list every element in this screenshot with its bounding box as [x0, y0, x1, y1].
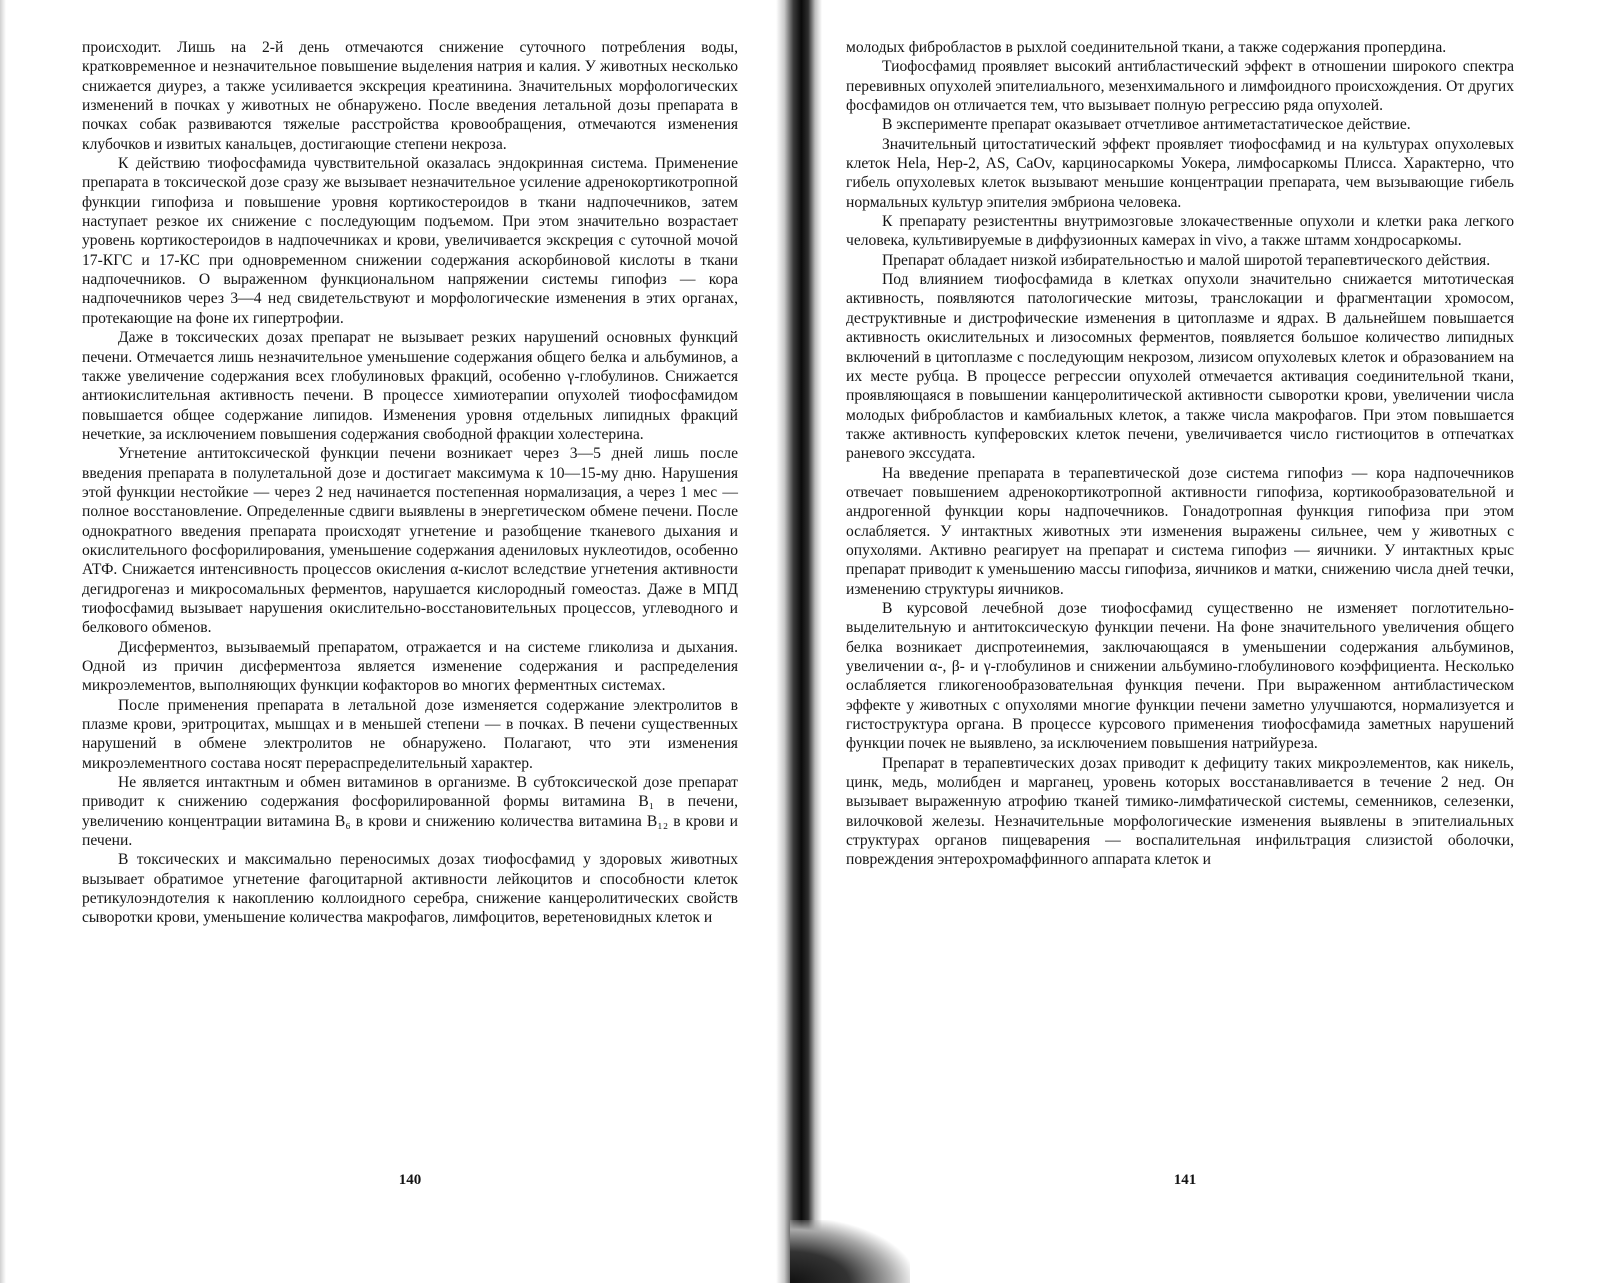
- paragraph: Угнетение антитоксической функции печени возникает через 3—5 дней лишь после введения препарата в полулетальной дозе и достигает максимума к 10—15-му дню. Нарушения этой функции нестойкие — через 2 нед начинается постепенная нормализация, а через 1 мес — полное восстановление. Определенные сдвиги выявлены в энергетическом обмене печени. После однократного введения препарата происходят угнетение и разобщение тканевого дыхания и окислительного фосфорилирования, уменьшение содержания адениловых нуклеотидов, особенно АТФ. Снижается интенсивность процессов окисления α-кислот вследствие угнетения активности дегидрогеназ и микросомальных ферментов, нарушается кислородный гомеостаз. Даже в МПД тиофосфамид вызывает нарушения окислительно-восстановительных процессов, углеводного и белкового обменов.: [82, 445, 738, 637]
- paragraph: После применения препарата в летальной дозе изменяется содержание электролитов в плазме крови, эритроцитах, мышцах и в меньшей степени — в почках. В печени существенных нарушений в обмене электролитов не обнаружено. Полагают, что эти изменения микроэлементного состава носят перераспределительный характер.: [82, 696, 738, 772]
- left-page-text: [82, 38, 738, 928]
- book-gutter-shadow: [776, 0, 822, 1283]
- paragraph: Значительный цитостатический эффект проявляет тиофосфамид и на культурах опухолевых клеток Hela, Hep-2, AS, CaOv, карциносаркомы Уокера, лимфосаркомы Плисса. Характерно, что гибель опухолевых клеток вызывают меньшие концентрации препарата, чем вызывающие гибель нормальных культур эпителия эмбриона человека.: [846, 135, 1514, 211]
- paragraph: Препарат в терапевтических дозах приводит к дефициту таких микроэлементов, как никель, цинк, медь, молибден и марганец, уровень которых восстанавливается в течение 2 нед. Он вызывает выраженную атрофию тканей тимико-лимфатической системы, семенников, селезенки, вилочковой железы. Незначительные морфологические изменения выявлены в эпителиальных структурах органов пищеварения — воспалительная инфильтрация слизистой оболочки, повреждения энтерохромаффинного аппарата клеток и: [846, 754, 1514, 869]
- paragraph: К действию тиофосфамида чувствительной оказалась эндокринная система. Применение препарата в токсической дозе сразу же вызывает незначительное усиление адренокортикотропной функции гипофиза и повышение уровня кортикостероидов в ткани надпочечников, затем наступает резкое их снижение с последующим подъемом. При этом значительно возрастает уровень кортикостероидов в надпочечниках и крови, увеличивается экскреция с суточной мочой 17-КГС и 17-КС при одновременном снижении содержания аскорбиновой кислоты в ткани надпочечников. О выраженном функциональном напряжении системы гипофиз — кора надпочечников через 3—4 нед свидетельствуют и морфологические изменения в этих органах, протекающие на фоне их гипертрофии.: [82, 155, 738, 327]
- right-page-text: [846, 38, 1514, 870]
- page-edge-shadow: [0, 0, 6, 1283]
- paragraph: молодых фибробластов в рыхлой соединительной ткани, а также содержания пропердина.: [846, 39, 1447, 56]
- paragraph: К препарату резистентны внутримозговые злокачественные опухоли и клетки рака легкого человека, культивируемые в диффузионных камерах in vivo, а также штамм хондросаркомы.: [846, 213, 1514, 250]
- paragraph: происходит. Лишь на 2-й день отмечаются снижение суточного потребления воды, кратковременное и незначительное повышение выделения натрия и калия. У животных несколько снижается диурез, а также усиливается экскреция креатинина. Значительных морфологических изменений в почках у животных не обнаружено. После введения летальной дозы препарата в почках собак развиваются тяжелые расстройства кровообращения, отмечаются изменения клубочков и извитых канальцев, достигающие степени некроза.: [82, 39, 738, 153]
- paragraph: Не является интактным и обмен витаминов в организме. В субтоксической дозе препарат приводит к снижению содержания фосфорилированной формы витамина B₁ в печени, увеличению концентрации витамина B₆ в крови и снижению количества витамина B₁₂ в крови и печени.: [82, 774, 738, 850]
- paragraph: В токсических и максимально переносимых дозах тиофосфамид у здоровых животных вызывает обратимое угнетение фагоцитарной активности лейкоцитов и способности клеток ретикулоэндотелия к накоплению коллоидного серебра, снижение канцеролитических свойств сыворотки крови, уменьшение количества макрофагов, лимфоцитов, веретеновидных клеток и: [82, 851, 738, 927]
- paragraph: Дисферментоз, вызываемый препаратом, отражается и на системе гликолиза и дыхания. Одной из причин дисферментоза является изменение содержания и распределения микроэлементов, выполняющих функции кофакторов во многих ферментных системах.: [82, 638, 738, 695]
- paragraph: На введение препарата в терапевтической дозе система гипофиз — кора надпочечников отвечает повышением адренокортикотропной активности гипофиза, кортикообразовательной и андрогенной функции коры надпочечников. Гонадотропная функция гипофиза при этом ослабляется. У интактных животных эти изменения выражены сильнее, чем у животных с опухолями. Активно реагирует на препарат и система гипофиз — яичники. У интактных крыс препарат приводит к уменьшению массы гипофиза, яичников и матки, снижению числа дней течки, изменению структуры яичников.: [846, 464, 1514, 598]
- page-curl-shadow: [790, 1220, 910, 1283]
- paragraph: Под влиянием тиофосфамида в клетках опухоли значительно снижается митотическая активность, появляются патологические митозы, транслокации и фрагментации хромосом, деструктивные и дистрофические изменения в цитоплазме и ядрах. В дальнейшем повышается активность окислительных и лизосомных ферментов, появляется большое количество липидных включений в цитоплазме с последующим некрозом, лизисом опухолевых клеток и образованием на их месте рубца. В процессе регрессии опухолей отмечается активация соединительной ткани, проявляющаяся в повышении канцеролитической активности сыворотки крови, увеличении числа молодых фибробластов и камбиальных клеток, а также числа макрофагов. При этом повышается также активность купферовских клеток печени, увеличивается число гистиоцитов в отпечатках раневого экссудата.: [846, 271, 1514, 463]
- page-number-left: 140: [398, 1172, 422, 1188]
- paragraph: Тиофосфамид проявляет высокий антибластический эффект в отношении широкого спектра перевивных опухолей эпителиального, мезенхимального и лимфоидного происхождения. От других фосфамидов он отличается тем, что вызывает полную регрессию ряда опухолей.: [846, 58, 1514, 115]
- paragraph: Даже в токсических дозах препарат не вызывает резких нарушений основных функций печени. Отмечается лишь незначительное уменьшение содержания общего белка и альбуминов, а также увеличение содержания всех глобулиновых фракций, особенно γ-глобулинов. Снижается антиокислительная активность печени. В процессе химиотерапии опухолей тиофосфамидом повышается общее содержание липидов. Изменения уровня отдельных липидных фракций нечеткие, за исключением повышения содержания свободной фракции холестерина.: [82, 329, 738, 443]
- page-number-right: 141: [1173, 1172, 1197, 1188]
- paragraph: Препарат обладает низкой избирательностью и малой широтой терапевтического действия.: [882, 251, 1491, 269]
- paragraph: В курсовой лечебной дозе тиофосфамид существенно не изменяет поглотительно-выделительную и антитоксическую функции печени. На фоне значительного увеличения общего белка возникает диспротеинемия, заключающаяся в уменьшении содержания альбуминов, увеличении α-, β- и γ-глобулинов и снижении альбумино-глобулинового коэффициента. Несколько ослабляется гликогенообразовательная функция печени. При выраженном антибластическом эффекте у животных с опухолями многие функции печени заметно улучшаются, нормализуется и гистоструктура органа. В процессе курсового применения тиофосфамида заметных нарушений функции почек не выявлено, за исключением повышения натрийуреза.: [846, 599, 1514, 753]
- paragraph: В эксперименте препарат оказывает отчетливое антиметастатическое действие.: [882, 116, 1411, 134]
